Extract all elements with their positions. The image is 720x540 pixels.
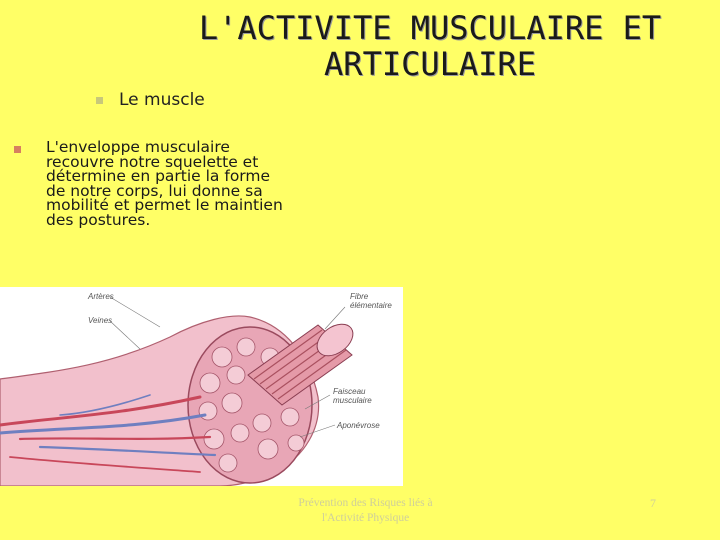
- label-faisceau-line2: musculaire: [333, 396, 372, 405]
- label-veines: Veines: [88, 316, 113, 325]
- sub-bullet-text: Le muscle: [119, 90, 205, 110]
- bullet-square-icon: [14, 146, 21, 153]
- label-faisceau-line1: Faisceau: [333, 387, 366, 396]
- title-line-1: L'ACTIVITE MUSCULAIRE ET: [198, 9, 662, 47]
- label-faisceau: [333, 387, 372, 405]
- footer-line-1: Prévention des Risques liés à: [298, 497, 433, 509]
- slide-title: [150, 10, 710, 82]
- label-arteres: Artères: [88, 292, 114, 301]
- label-fibre-line1: Fibre: [350, 292, 369, 301]
- muscle-diagram: [0, 287, 403, 486]
- sub-bullet: [96, 90, 205, 110]
- footer-text: [268, 496, 463, 526]
- label-aponevrose: Aponévrose: [337, 421, 380, 430]
- label-fibre: [350, 292, 392, 310]
- bullet-square-icon: [96, 97, 103, 104]
- main-bullet-text: L'enveloppe musculaire recouvre notre squelette et détermine en partie la forme de notre corps, lui donne sa mobilité et permet le maintien des postures.: [46, 138, 283, 229]
- page-number: 7: [650, 496, 656, 510]
- footer-line-2: l'Activité Physique: [321, 512, 410, 524]
- label-fibre-line2: élémentaire: [350, 301, 392, 310]
- title-line-2: ARTICULAIRE: [324, 45, 536, 83]
